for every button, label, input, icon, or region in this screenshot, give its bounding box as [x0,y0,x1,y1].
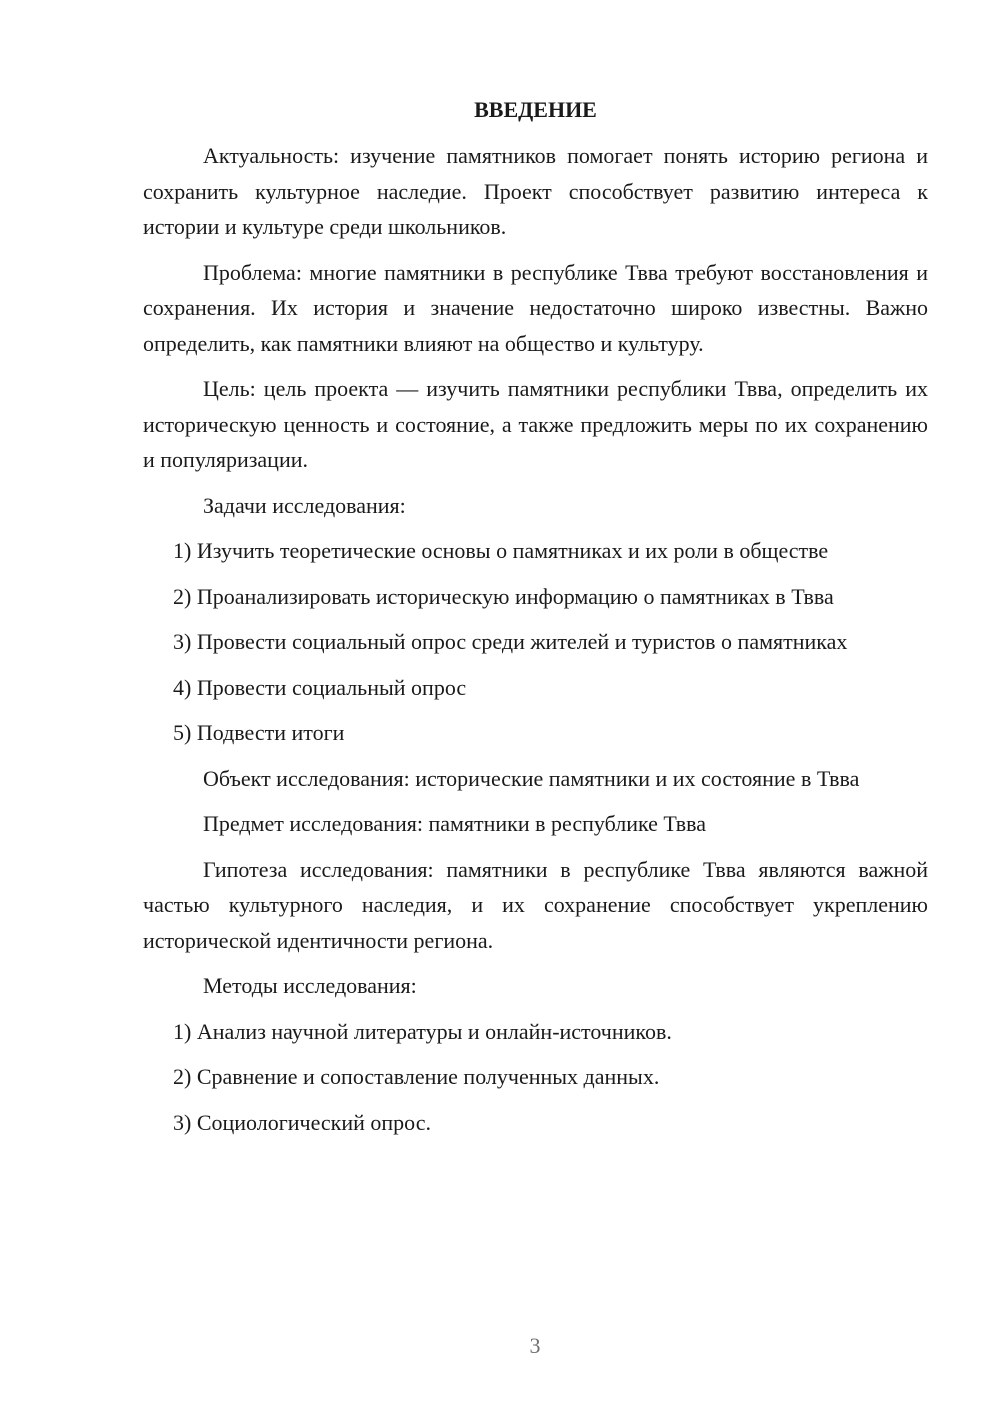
problem-paragraph: Проблема: многие памятники в республике Твва требуют восстановления и сохранения. Их история и значение недостаточно широко известны. Важно определить, как памятники влияют на общество и культуру. [143,259,928,356]
object-paragraph: Объект исследования: исторические памятники и их состояние в Твва [203,765,860,791]
page-title: ВВЕДЕНИЕ [474,97,597,122]
method-item: 1) Анализ научной литературы и онлайн-источников. [173,1018,672,1044]
page-number: 3 [529,1333,541,1358]
goal-paragraph: Цель: цель проекта — изучить памятники республики Твва, определить их историческую ценность и состояние, а также предложить меры по их сохранению и популяризации. [143,376,928,472]
hypothesis-paragraph: Гипотеза исследования: памятники в республике Твва являются важной частью культурного наследия, и их сохранение способствует укреплению исторической идентичности региона. [143,856,928,953]
task-item: 1) Изучить теоретические основы о памятниках и их роли в обществе [173,538,829,563]
task-item: 4) Провести социальный опрос [173,674,467,700]
subject-paragraph: Предмет исследования: памятники в республике Твва [203,811,706,836]
method-item: 2) Сравнение и сопоставление полученных данных. [173,1064,660,1089]
tasks-heading: Задачи исследования: [203,492,406,518]
method-item: 3) Социологический опрос. [173,1109,431,1135]
methods-heading: Методы исследования: [203,973,417,998]
relevance-paragraph: Актуальность: изучение памятников помогает понять историю региона и сохранить культурное наследие. Проект способствует развитию интереса к истории и культуре среди школьников. [143,143,928,239]
task-item: 5) Подвести итоги [173,720,345,745]
task-item: 3) Провести социальный опрос среди жителей и туристов о памятниках [173,629,848,654]
task-item: 2) Проанализировать историческую информацию о памятниках в Твва [173,583,834,609]
page-content [143,92,928,1150]
